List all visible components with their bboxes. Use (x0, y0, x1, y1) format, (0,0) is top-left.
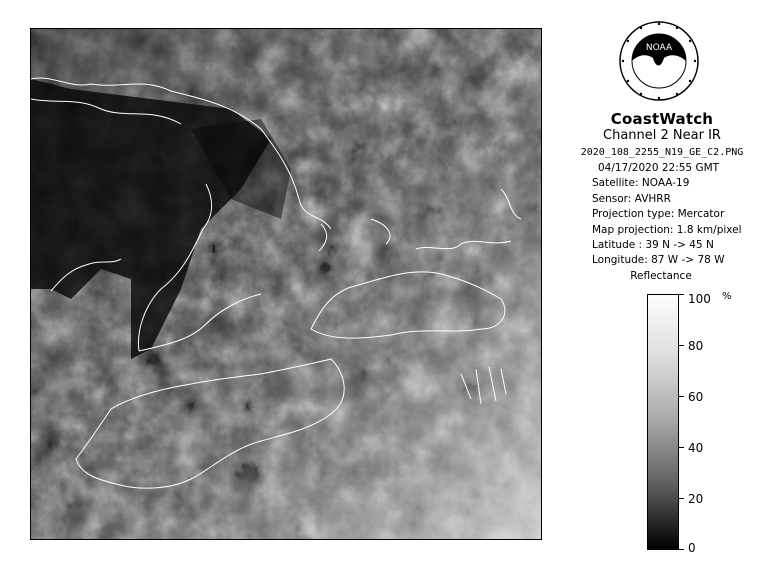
sensor-label: Sensor: AVHRR (592, 192, 671, 205)
scale-tick (679, 498, 684, 499)
scale-title: Reflectance (630, 270, 692, 282)
noaa-logo (618, 20, 700, 102)
latitude-label: Latitude : 39 N -> 45 N (592, 239, 714, 252)
channel-label: Channel 2 Near IR (603, 128, 721, 143)
projection-type-label: Projection type: Mercator (592, 208, 725, 221)
map-projection-label: Map projection: 1.8 km/pixel (592, 223, 742, 236)
scale-tick (679, 294, 684, 295)
scale-tick-label: 0 (688, 541, 696, 555)
metadata-panel (592, 161, 742, 269)
scale-tick-label: 40 (688, 441, 704, 455)
longitude-label: Longitude: 87 W -> 78 W (592, 254, 725, 267)
scale-tick (679, 447, 684, 448)
scale-tick (679, 345, 684, 346)
satellite-image (30, 28, 542, 540)
scale-tick (679, 396, 684, 397)
app-title: CoastWatch (610, 110, 714, 128)
scale-tick-label: 60 (688, 390, 704, 404)
scale-unit: % (722, 291, 732, 302)
file-name: 2020_108_2255_N19_GE_C2.PNG (580, 147, 744, 158)
satellite-label: Satellite: NOAA-19 (592, 177, 690, 190)
reflectance-color-bar (647, 294, 679, 550)
scale-tick-label: 100 (688, 292, 711, 306)
scale-tick-label: 80 (688, 339, 704, 353)
scale-tick-label: 20 (688, 492, 704, 506)
noaa-logo-graphic (618, 20, 700, 102)
satellite-image-graphic (31, 29, 542, 540)
scale-tick (679, 549, 684, 550)
noaa-logo-text: NOAA (645, 43, 673, 53)
datetime-label: 04/17/2020 22:55 GMT (598, 162, 720, 174)
